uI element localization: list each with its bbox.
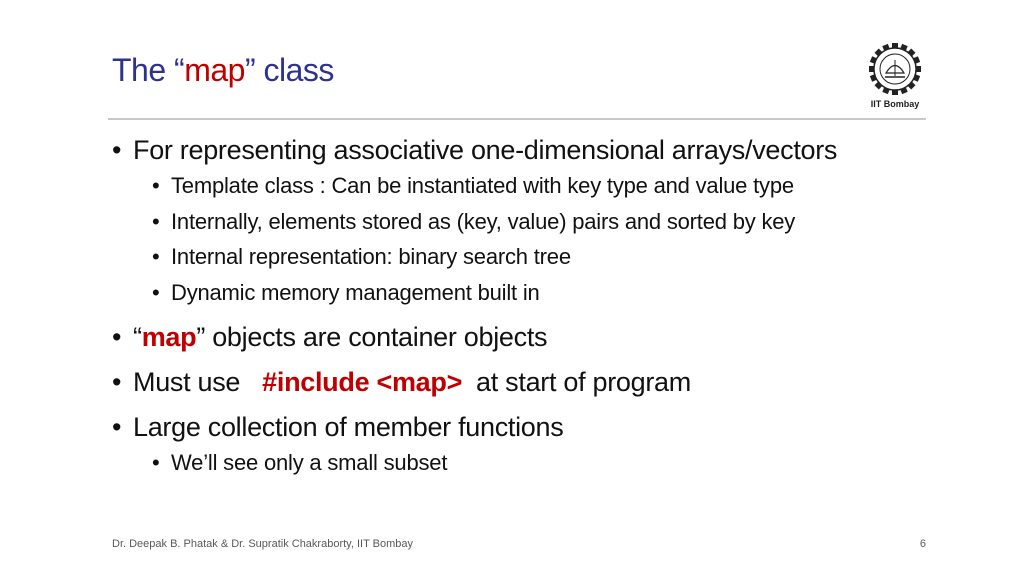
bullet-item: • Large collection of member functions [112,409,932,445]
sub-bullet-item: • Template class : Can be instantiated with key type and value type [112,168,932,204]
footer-credits: Dr. Deepak B. Phatak & Dr. Supratik Chakraborty, IIT Bombay [112,538,414,550]
bullet-text: at start of program [476,367,691,397]
slide-body [112,132,932,481]
bullet-text: ” objects are container objects [196,322,548,352]
bullet-text: “ [133,322,142,352]
bullet-item [112,319,932,355]
title-suffix: ” class [244,52,334,88]
slide-title [112,52,334,89]
sub-bullet-item: • Internally, elements stored as (key, value) pairs and sorted by key [112,204,932,240]
sub-bullet-item: • Dynamic memory management built in [112,275,932,311]
gear-emblem-icon [866,40,924,98]
bullet-keyword: map [141,322,197,352]
iit-bombay-logo [862,40,928,116]
bullet-item: • For representing associative one-dimensional arrays/vectors [112,132,932,168]
title-keyword: map [184,52,245,88]
bullet-text: Must use [133,367,241,397]
sub-bullet-item: • Internal representation: binary search tree [112,239,932,275]
title-divider [108,118,926,120]
title-prefix: The “ [112,52,185,88]
page-number: 6 [919,538,926,550]
bullet-item [112,364,932,400]
sub-bullet-item: • We’ll see only a small subset [112,445,932,481]
logo-caption: IIT Bombay [870,99,920,109]
bullet-keyword: #include <map> [262,367,463,397]
